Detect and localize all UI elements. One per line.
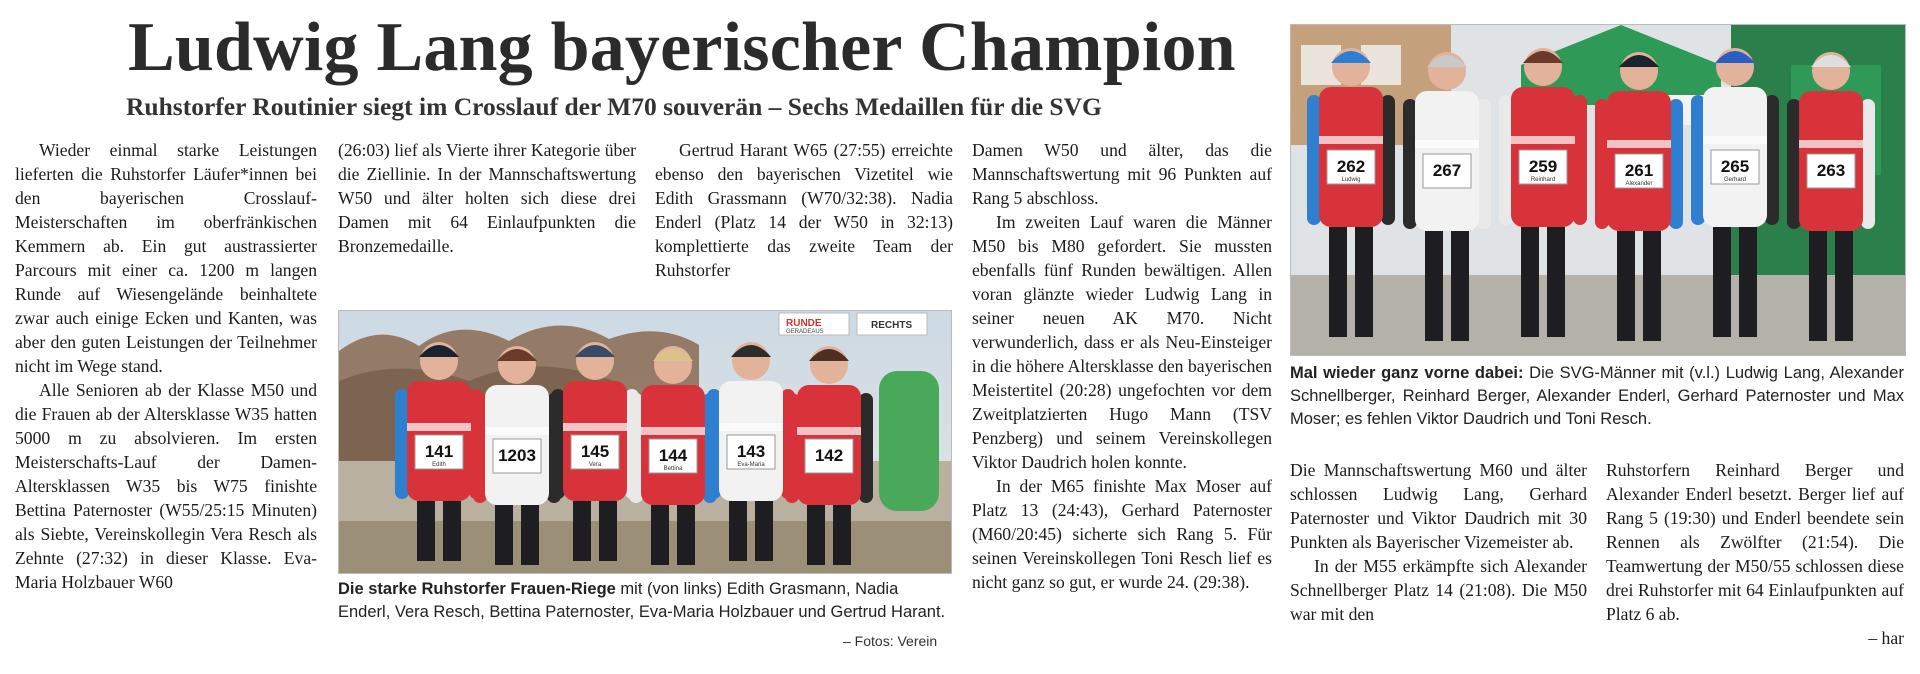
paragraph: In der M65 finishte Max Moser auf Platz 13 (24:43), Gerhard Paternoster (M60/20:45) sicherte sich Rang 5. Für seinen Vereinskollegen Toni Resch lief es nicht ganz so gut, er wurde 24. (29:38). xyxy=(972,476,1272,592)
bib-number: 265 xyxy=(1720,157,1750,176)
banner-right-text: RECHTS xyxy=(871,320,913,331)
bib-name: Gerhard xyxy=(1723,177,1747,183)
author-signature: – har xyxy=(1868,628,1904,648)
paragraph: Ruhstorfern Reinhard Berger und Alexander Enderl besetzt. Berger lief auf Rang 5 (19:30) und Enderl beendete sein Rennen als Zwölfter (21:54). Die Teamwertung der M50/55 schlossen diese drei Ruhstorfer mit 64 Einlaufpunkten auf Platz 6 ab. xyxy=(1606,460,1904,624)
bib-number: 267 xyxy=(1432,161,1462,180)
bib-name: Alexander xyxy=(1625,181,1653,187)
bib-number: 143 xyxy=(736,442,766,461)
caption-bold: Die starke Ruhstorfer Frauen-Riege xyxy=(338,580,616,598)
paragraph: Im zweiten Lauf waren die Männer M50 bis M80 gefordert. Sie mussten ebenfalls fünf Runden bewältigen. Allen voran glänzte wieder Ludwig Lang in seiner neuen AK M70. Nicht verwunderlich, dass er als Neu-Einsteiger in die höhere Altersklasse den bayerischen Meistertitel (20:28) ungefochten vor dem Zweitplatzierten Hugo Mann (TSV Penzberg) und seinem Vereinskollegen Viktor Daudrich holen konnte. xyxy=(972,212,1272,472)
bib-name: Eva-Maria xyxy=(737,462,765,468)
men-photo-caption xyxy=(1290,362,1904,431)
paragraph: (26:03) lief als Vierte ihrer Kategorie über die Ziellinie. In der Mannschaftswertung W50 und älter holten sich diese drei Damen mit 64 Einlaufpunkten die Bronzemedaille. xyxy=(338,140,636,256)
headline: Ludwig Lang bayerischer Champion xyxy=(128,9,1236,86)
bib-number: 259 xyxy=(1528,157,1558,176)
bib-number: 261 xyxy=(1624,161,1654,180)
bib-name: Reinhard xyxy=(1530,177,1556,183)
bib-number: 262 xyxy=(1336,157,1366,176)
bib-name: Ludwig xyxy=(1341,177,1361,183)
bib-number: 144 xyxy=(658,446,688,465)
article-column-2 xyxy=(338,138,636,294)
article-column-3 xyxy=(655,138,953,294)
men-team-photo xyxy=(1290,24,1906,356)
banner-left-text: RUNDE xyxy=(786,318,822,329)
women-photo-caption xyxy=(338,578,950,624)
banner-left-subtext: GERADEAUS xyxy=(786,329,824,335)
bib-number: 263 xyxy=(1816,161,1846,180)
bib-name: Vera xyxy=(588,462,602,468)
photo-credit: – Fotos: Verein xyxy=(843,633,938,649)
article-column-4 xyxy=(972,138,1272,653)
article-column-1 xyxy=(15,138,317,653)
paragraph: Gertrud Harant W65 (27:55) erreichte ebenso den bayerischen Vizetitel wie Edith Grassmann (W70/32:38). Nadia Enderl (Platz 14 der W50 in 32:13) komplettierte das zweite Team der Ruhstorfer xyxy=(655,140,953,280)
paragraph: Die Mannschaftswertung M60 und älter schlossen Ludwig Lang, Gerhard Paternoster und Viktor Daudrich mit 30 Punkten als Bayerischer Vizemeister ab. xyxy=(1290,460,1587,552)
bib-number: 145 xyxy=(580,442,610,461)
subheadline: Ruhstorfer Routinier siegt im Crosslauf der M70 souverän – Sechs Medaillen für die SVG xyxy=(126,92,1102,121)
article-column-5 xyxy=(1290,458,1587,658)
paragraph: Alle Senioren ab der Klasse M50 und die Frauen ab der Altersklasse W35 hatten 5000 m zu absolvieren. Im ersten Meisterschafts-Lauf der Damen-Altersklassen W35 bis W75 finishte Bettina Paternoster (W55/25:15 Minuten) als Siebte, Vereinskollegin Vera Resch als Zehnte (27:32) in dieser Klasse. Eva-Maria Holzbauer W60 xyxy=(15,380,317,592)
bib-number: 142 xyxy=(814,446,844,465)
bib-name: Bettina xyxy=(663,466,683,472)
paragraph: In der M55 erkämpfte sich Alexander Schnellberger Platz 14 (21:08). Die M50 war mit den xyxy=(1290,556,1587,624)
caption-bold: Mal wieder ganz vorne dabei: xyxy=(1290,364,1524,382)
paragraph: Damen W50 und älter, das die Mannschaftswertung mit 96 Punkten auf Rang 5 abschloss. xyxy=(972,140,1272,208)
bib-name: Edith xyxy=(432,462,446,468)
women-team-photo xyxy=(338,310,952,574)
article-column-6 xyxy=(1606,458,1904,658)
bib-number: 141 xyxy=(424,442,454,461)
caption-text: Die SVG-Männer mit (v.l.) Ludwig Lang, Alexander Schnellberger, Reinhard Berger, Alexander Enderl, Gerhard Paternoster und Max Moser; es fehlen Viktor Daudrich und Toni Resch. xyxy=(1290,364,1904,428)
bib-number: 1203 xyxy=(498,446,536,465)
paragraph: Wieder einmal starke Leistungen lieferten die Ruhstorfer Läufer*innen bei den bayerischen Crosslauf-Meisterschaften im oberfränkischen Kemmern ab. Ein gut austrassierter Parcours mit einer ca. 1200 m langen Runde auf Wiesengelände beinhaltete zwar auch einige Ecken und Kanten, was aber den guten Leistungen der Teilnehmer nicht im Wege stand. xyxy=(15,140,317,376)
caption-text: mit (von links) Edith Grasmann, Nadia Enderl, Vera Resch, Bettina Paternoster, Eva-Maria Holzbauer und Gertrud Harant. xyxy=(338,580,946,621)
